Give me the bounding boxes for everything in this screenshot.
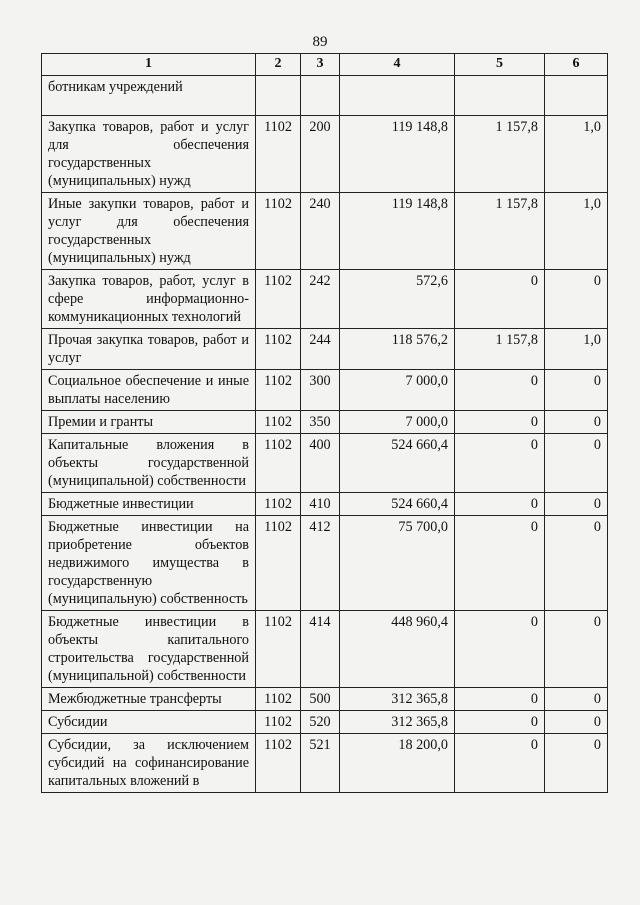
row-section-code: 1102	[256, 516, 301, 611]
row-amount: 118 576,2	[340, 329, 455, 370]
row-name: Бюджетные инвестиции на приобретение объектов недвижимого имущества в государственную (муниципальную) собственность	[42, 516, 256, 611]
row-expense-code: 521	[301, 734, 340, 793]
row-amount: 119 148,8	[340, 193, 455, 270]
table-row	[42, 411, 608, 434]
header-cell-5: 5	[455, 54, 545, 76]
table-row	[42, 329, 608, 370]
table-row	[42, 193, 608, 270]
row-section-code: 1102	[256, 434, 301, 493]
row-section-code: 1102	[256, 734, 301, 793]
row-col5: 0	[455, 411, 545, 434]
row-section-code: 1102	[256, 370, 301, 411]
header-row	[42, 54, 608, 76]
row-col5: 0	[455, 370, 545, 411]
row-expense-code: 300	[301, 370, 340, 411]
table-row	[42, 516, 608, 611]
row-amount: 7 000,0	[340, 411, 455, 434]
row-col6: 1,0	[545, 329, 608, 370]
row-col6: 0	[545, 688, 608, 711]
row-name: Прочая закупка товаров, работ и услуг	[42, 329, 256, 370]
row-name: Социальное обеспечение и иные выплаты населению	[42, 370, 256, 411]
row-amount: 312 365,8	[340, 688, 455, 711]
row-section-code: 1102	[256, 270, 301, 329]
row-expense-code	[301, 76, 340, 116]
row-expense-code: 200	[301, 116, 340, 193]
row-name: Иные закупки товаров, работ и услуг для обеспечения государственных (муниципальных) нужд	[42, 193, 256, 270]
row-name: Капитальные вложения в объекты государственной (муниципальной) собственности	[42, 434, 256, 493]
row-amount: 312 365,8	[340, 711, 455, 734]
table-row	[42, 493, 608, 516]
budget-table	[41, 53, 608, 793]
row-col6: 1,0	[545, 193, 608, 270]
row-name: Закупка товаров, работ и услуг для обеспечения государственных (муниципальных) нужд	[42, 116, 256, 193]
row-col6	[545, 76, 608, 116]
row-expense-code: 350	[301, 411, 340, 434]
row-col5: 1 157,8	[455, 193, 545, 270]
table-row	[42, 711, 608, 734]
table-row	[42, 434, 608, 493]
row-amount: 572,6	[340, 270, 455, 329]
row-col6: 0	[545, 734, 608, 793]
header-cell-2: 2	[256, 54, 301, 76]
table-row	[42, 688, 608, 711]
header-cell-3: 3	[301, 54, 340, 76]
row-expense-code: 244	[301, 329, 340, 370]
row-section-code: 1102	[256, 688, 301, 711]
row-section-code: 1102	[256, 611, 301, 688]
row-amount: 524 660,4	[340, 434, 455, 493]
row-col6: 0	[545, 434, 608, 493]
row-col6: 0	[545, 270, 608, 329]
table-row	[42, 734, 608, 793]
row-expense-code: 414	[301, 611, 340, 688]
row-amount: 75 700,0	[340, 516, 455, 611]
row-name: Премии и гранты	[42, 411, 256, 434]
row-col6: 0	[545, 411, 608, 434]
header-cell-1: 1	[42, 54, 256, 76]
row-expense-code: 412	[301, 516, 340, 611]
row-expense-code: 520	[301, 711, 340, 734]
row-section-code: 1102	[256, 493, 301, 516]
row-section-code: 1102	[256, 193, 301, 270]
row-amount: 18 200,0	[340, 734, 455, 793]
row-col5: 0	[455, 493, 545, 516]
row-name: Межбюджетные трансферты	[42, 688, 256, 711]
header-cell-6: 6	[545, 54, 608, 76]
row-expense-code: 242	[301, 270, 340, 329]
row-amount	[340, 76, 455, 116]
row-col6: 0	[545, 493, 608, 516]
row-col5: 0	[455, 711, 545, 734]
table-row	[42, 611, 608, 688]
row-col6: 1,0	[545, 116, 608, 193]
row-col5: 0	[455, 734, 545, 793]
table-row	[42, 270, 608, 329]
row-name: Бюджетные инвестиции	[42, 493, 256, 516]
row-col6: 0	[545, 711, 608, 734]
row-col5: 0	[455, 688, 545, 711]
row-col6: 0	[545, 370, 608, 411]
row-section-code	[256, 76, 301, 116]
row-name: Закупка товаров, работ, услуг в сфере информационно-коммуникационных технологий	[42, 270, 256, 329]
row-col5: 0	[455, 516, 545, 611]
row-name: Субсидии	[42, 711, 256, 734]
page-number: 89	[312, 34, 328, 50]
row-amount: 524 660,4	[340, 493, 455, 516]
table-row	[42, 76, 608, 116]
row-expense-code: 500	[301, 688, 340, 711]
row-section-code: 1102	[256, 711, 301, 734]
table-row	[42, 116, 608, 193]
header-cell-4: 4	[340, 54, 455, 76]
row-section-code: 1102	[256, 411, 301, 434]
row-col5: 1 157,8	[455, 116, 545, 193]
table-row	[42, 370, 608, 411]
row-name: ботникам учреждений	[42, 76, 256, 116]
row-col6: 0	[545, 611, 608, 688]
row-col6: 0	[545, 516, 608, 611]
row-section-code: 1102	[256, 329, 301, 370]
row-col5: 1 157,8	[455, 329, 545, 370]
row-amount: 448 960,4	[340, 611, 455, 688]
row-col5: 0	[455, 611, 545, 688]
row-col5	[455, 76, 545, 116]
row-name: Бюджетные инвестиции в объекты капитального строительства государственной (муниципальной) собственности	[42, 611, 256, 688]
row-name: Субсидии, за исключением субсидий на софинансирование капитальных вложений в	[42, 734, 256, 793]
row-col5: 0	[455, 434, 545, 493]
row-section-code: 1102	[256, 116, 301, 193]
row-amount: 7 000,0	[340, 370, 455, 411]
row-expense-code: 240	[301, 193, 340, 270]
row-expense-code: 410	[301, 493, 340, 516]
row-col5: 0	[455, 270, 545, 329]
row-expense-code: 400	[301, 434, 340, 493]
row-amount: 119 148,8	[340, 116, 455, 193]
